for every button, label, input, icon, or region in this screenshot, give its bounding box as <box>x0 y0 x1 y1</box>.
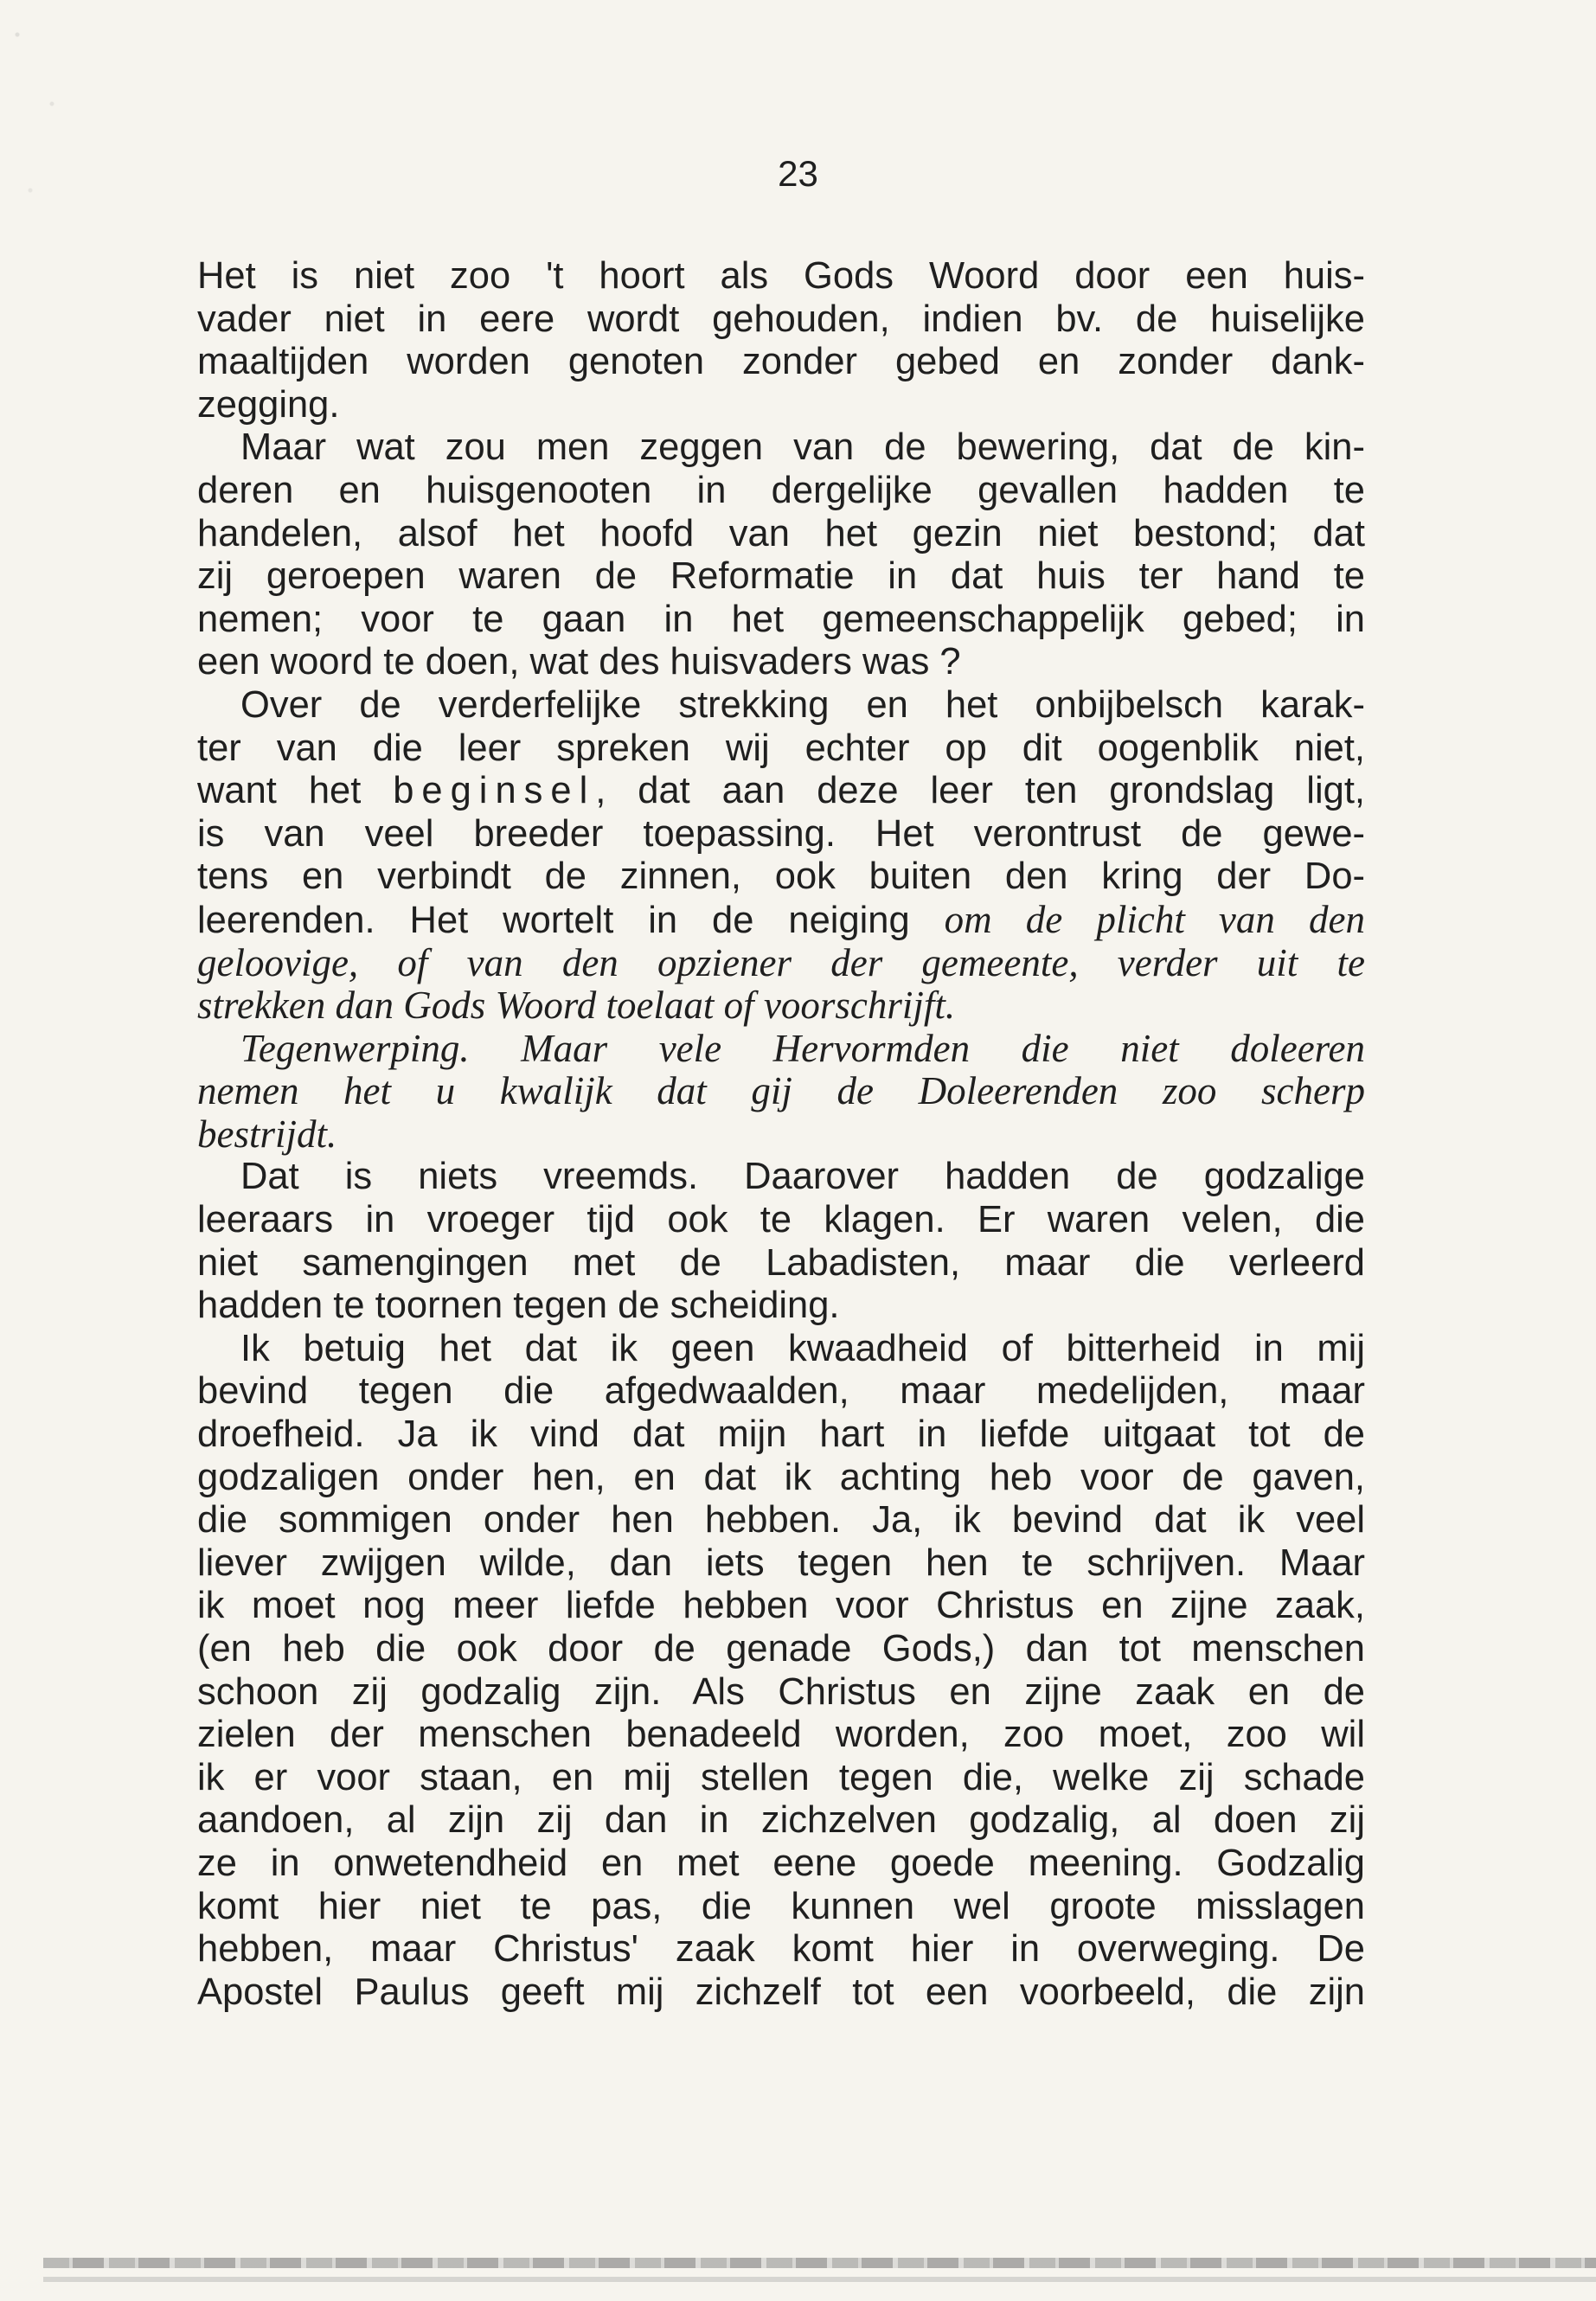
text-line: maaltijden worden genoten zonder gebed en zonder dank- <box>197 341 1365 383</box>
text-line: deren en huisgenooten in dergelijke gevallen hadden te <box>197 469 1365 511</box>
text-line: liever zwijgen wilde, dan iets tegen hen te schrijven. Maar <box>197 1541 1365 1584</box>
text-line: bevind tegen die afgedwaalden, maar medelijden, maar <box>197 1370 1365 1413</box>
text-line: een woord te doen, wat des huisvaders was ? <box>197 641 961 683</box>
text-line: droefheid. Ja ik vind dat mijn hart in liefde uitgaat tot de <box>197 1413 1365 1456</box>
text-line: handelen, alsof het hoofd van het gezin niet bestond; dat <box>197 512 1365 554</box>
text-line: Dat is niets vreemds. Daarover hadden de godzalige <box>240 1156 1365 1198</box>
text-fragment: want het <box>197 770 394 812</box>
text-line: leeraars in vroeger tijd ook te klagen. Er waren velen, die <box>197 1199 1365 1241</box>
text-fragment: leerenden. Het wortelt in de neiging <box>197 899 945 941</box>
text-line: ter van die leer spreken wij echter op dit oogenblik niet, <box>197 727 1365 769</box>
page-bottom-edge-shadow <box>43 2277 1596 2282</box>
text-line: godzaligen onder hen, en dat ik achting heb voor de gaven, <box>197 1456 1365 1498</box>
text-line: nemen het u kwalijk dat gij de Doleerenden zoo scherp <box>197 1069 1365 1113</box>
text-line: komt hier niet te pas, die kunnen wel groote misslagen <box>197 1885 1365 1927</box>
text-line: hadden te toornen tegen de scheiding. <box>197 1285 840 1327</box>
text-fragment: , dat aan deze leer ten grondslag ligt, <box>595 770 1365 812</box>
text-line: zegging. <box>197 383 340 426</box>
text-line: aandoen, al zijn zij dan in zichzelven godzalig, al doen zij <box>197 1799 1365 1842</box>
text-line: Maar wat zou men zeggen van de bewering, dat de kin- <box>240 426 1365 469</box>
text-line <box>197 899 1365 942</box>
text-line: vader niet in eere wordt gehouden, indien bv. de huiselijke <box>197 298 1365 340</box>
page-bottom-edge <box>43 2258 1596 2268</box>
text-line: Apostel Paulus geeft mij zichzelf tot een voorbeeld, die zijn <box>197 1971 1365 2013</box>
text-line: hebben, maar Christus' zaak komt hier in overweging. De <box>197 1928 1365 1971</box>
paper-speckle <box>0 0 95 294</box>
text-line: schoon zij godzalig zijn. Als Christus en zijne zaak en de <box>197 1670 1365 1713</box>
spaced-emphasis: beginsel <box>393 770 596 812</box>
text-line: Tegenwerping. Maar vele Hervormden die niet doleeren <box>240 1026 1365 1070</box>
text-line: ik er voor staan, en mij stellen tegen die, welke zij schade <box>197 1756 1365 1798</box>
text-line <box>197 770 1365 813</box>
italic-fragment: om de plicht van den <box>944 897 1365 941</box>
text-line: die sommigen onder hen hebben. Ja, ik bevind dat ik veel <box>197 1499 1365 1541</box>
text-line: Het is niet zoo 't hoort als Gods Woord door een huis- <box>197 255 1365 297</box>
text-line: niet samengingen met de Labadisten, maar die verleerd <box>197 1241 1365 1284</box>
text-line: bestrijdt. <box>197 1112 337 1156</box>
body-text <box>197 255 1365 2014</box>
text-line: zielen der menschen benadeeld worden, zoo moet, zoo wil <box>197 1714 1365 1756</box>
text-line: strekken dan Gods Woord toelaat of voorschrijft. <box>197 984 956 1028</box>
text-line: tens en verbindt de zinnen, ook buiten den kring der Do- <box>197 856 1365 898</box>
text-line: Over de verderfelijke strekking en het onbijbelsch karak- <box>240 683 1365 726</box>
text-line: nemen; voor te gaan in het gemeenschappelijk gebed; in <box>197 598 1365 640</box>
text-line: ze in onwetendheid en met eene goede meening. Godzalig <box>197 1842 1365 1884</box>
text-line: ik moet nog meer liefde hebben voor Christus en zijne zaak, <box>197 1585 1365 1627</box>
text-line: Ik betuig het dat ik geen kwaadheid of bitterheid in mij <box>240 1327 1365 1369</box>
text-line: geloovige, of van den opziener der gemeente, verder uit te <box>197 940 1365 984</box>
text-line: is van veel breeder toepassing. Het verontrust de gewe- <box>197 812 1365 855</box>
text-line: (en heb die ook door de genade Gods,) dan tot menschen <box>197 1628 1365 1670</box>
text-line: zij geroepen waren de Reformatie in dat huis ter hand te <box>197 555 1365 598</box>
page-number: 23 <box>778 153 818 194</box>
